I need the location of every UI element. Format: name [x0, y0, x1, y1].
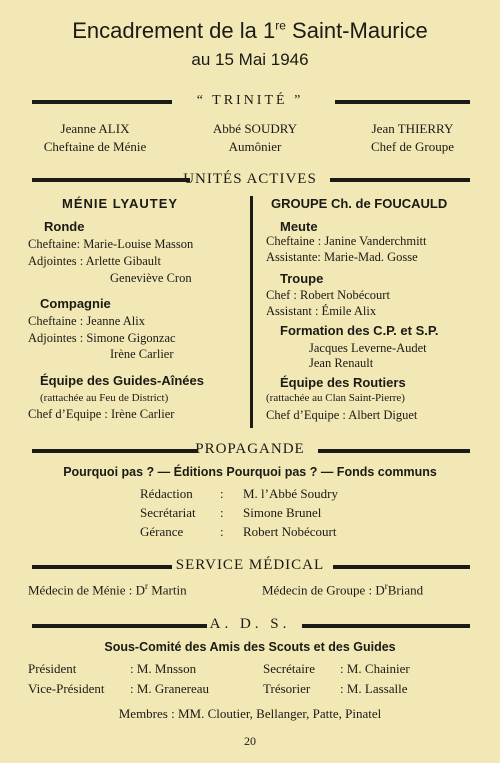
- row-value: Simone Brunel: [243, 505, 322, 520]
- label-vice-president: Vice-Président: [28, 681, 105, 696]
- column-title-groupe: GROUPE Ch. de FOUCAULD: [271, 196, 448, 211]
- rule-right: [335, 100, 470, 104]
- section-heading-medical: SERVICE MÉDICAL: [175, 557, 325, 573]
- text-line: Geneviève Cron: [110, 271, 192, 285]
- subsection-heading: Troupe: [280, 271, 324, 286]
- text-line: Assistante: Marie-Mad. Gosse: [266, 250, 418, 264]
- text-line: Chef d’Equipe : Albert Diguet: [266, 408, 418, 422]
- rule-right: [333, 565, 470, 569]
- section-heading-trinite: “ TRINITÉ ”: [196, 93, 304, 108]
- medecin-groupe: Médecin de Groupe : $D^rBriand$: [262, 581, 424, 598]
- ads-subtitle: Sous-Comité des Amis des Scouts et des Guides: [104, 640, 396, 654]
- text-line: Adjointes : Simone Gigonzac: [28, 331, 176, 345]
- row-label: Secrétariat: [140, 505, 196, 520]
- text-line: Cheftaine : Jeanne Alix: [28, 314, 145, 328]
- rule-right: [302, 624, 470, 628]
- rule-right: [330, 178, 470, 182]
- person-name: Jean THIERRY: [371, 121, 454, 136]
- row-value: Robert Nobécourt: [243, 524, 337, 539]
- person-name: Abbé SOUDRY: [212, 121, 298, 136]
- text-line: Cheftaine: Marie-Louise Masson: [28, 237, 194, 251]
- value-secretaire: : M. Chainier: [340, 661, 410, 676]
- row-value: M. l’Abbé Soudry: [243, 486, 338, 501]
- subsection-heading: Formation des C.P. et S.P.: [280, 323, 439, 338]
- row-colon: :: [220, 524, 224, 539]
- row-label: Rédaction: [140, 486, 193, 501]
- subsection-heading: Compagnie: [40, 296, 111, 311]
- subsection-heading: Équipe des Routiers: [280, 375, 406, 390]
- subsection-heading: Équipe des Guides-Aînées: [40, 373, 204, 388]
- text-line: Cheftaine : Janine Vanderchmitt: [266, 234, 427, 248]
- text-line: Jacques Leverne-Audet: [309, 341, 427, 355]
- person-role: Chef de Groupe: [370, 139, 455, 154]
- value-tresorier: : M. Lassalle: [340, 681, 408, 696]
- row-label: Gérance: [140, 524, 184, 539]
- column-divider: [250, 196, 253, 428]
- section-heading-propagande: PROPAGANDE: [195, 441, 305, 457]
- value-president: : M. Mnsson: [130, 661, 197, 676]
- row-colon: :: [220, 505, 224, 520]
- label-president: Président: [28, 661, 77, 676]
- subsection-heading: Meute: [280, 219, 318, 234]
- person-role: Aumônier: [228, 139, 282, 154]
- page-title: Encadrement de la 1re Saint-Maurice: [72, 18, 428, 43]
- label-secretaire: Secrétaire: [263, 661, 315, 676]
- membres-line: Membres : MM. Cloutier, Bellanger, Patte, Pinatel: [118, 706, 382, 721]
- value-vice-president: : M. Granereau: [130, 681, 210, 696]
- text-line: Irène Carlier: [110, 347, 174, 361]
- text-line: Assistant : Émile Alix: [266, 304, 377, 318]
- note-line: (rattachée au Clan Saint-Pierre): [266, 392, 405, 404]
- section-heading-ads: A. D. S.: [209, 616, 291, 632]
- text-line: Adjointes : Arlette Gibault: [28, 254, 161, 268]
- page-subtitle: au 15 Mai 1946: [191, 50, 309, 69]
- rule-right: [318, 449, 470, 453]
- section-heading-unites: UNITÉS ACTIVES: [183, 171, 317, 187]
- text-line: Chef d’Equipe : Irène Carlier: [28, 407, 175, 421]
- propagande-publications: Pourquoi pas ? — Éditions Pourquoi pas ? — Fonds communs: [63, 465, 437, 479]
- person-name: Jeanne ALIX: [60, 121, 130, 136]
- note-line: (rattachée au Feu de District): [40, 392, 169, 404]
- page-number: 20: [244, 734, 256, 748]
- subsection-heading: Ronde: [44, 219, 85, 234]
- medecin-menie: Médecin de Ménie : $D^r$ Martin: [28, 581, 187, 598]
- column-title-menie: MÉNIE LYAUTEY: [62, 196, 179, 211]
- row-colon: :: [220, 486, 224, 501]
- text-line: Chef : Robert Nobécourt: [266, 288, 390, 302]
- label-tresorier: Trésorier: [263, 681, 311, 696]
- text-line: Jean Renault: [309, 356, 374, 370]
- person-role: Cheftaine de Ménie: [43, 139, 147, 154]
